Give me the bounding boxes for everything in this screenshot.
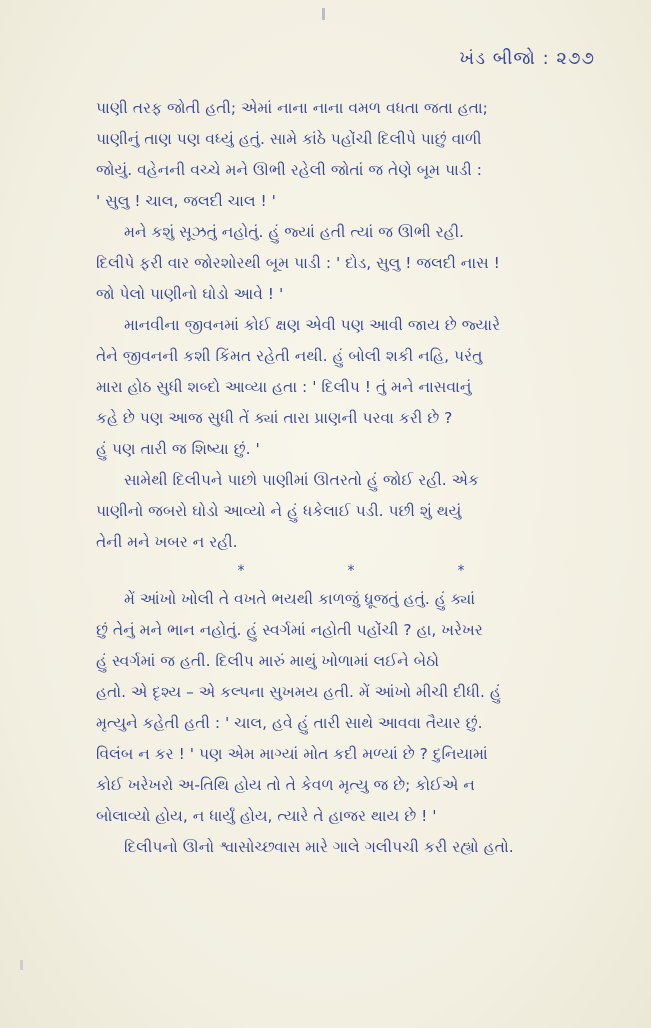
separator-star: * <box>457 563 465 579</box>
text-line: કહે છે પણ આજ સુધી તેં ક્યાં તારા પ્રાણની પરવા કરી છે ? <box>96 409 453 427</box>
text-line: મને કશું સૂઝતું નહોતું. હું જ્યાં હતી ત્યાં જ ઊભી રહી. <box>124 223 465 241</box>
text-line: સામેથી દિલીપને પાછો પાણીમાં ઊતરતો હું જોઈ રહી. એક <box>124 471 479 489</box>
text-line: પાણી તરફ જોતી હતી; એમાં નાના નાના વમળ વધતા જતા હતા; <box>96 99 488 117</box>
separator-star: * <box>347 563 355 579</box>
paragraph <box>96 584 601 832</box>
text-line: પાણીનું તાણ પણ વધ્યું હતું. સામે કાંઠે પહોંચી દિલીપે પાછું વાળી <box>96 130 482 148</box>
text-line: વિલંબ ન કર ! ' પણ એમ માગ્યાં મોત કદી મળ્યાં છે ? દુનિયામાં <box>96 745 488 763</box>
paragraph <box>96 93 601 217</box>
text-line: બોલાવ્યો હોય, ન ધાર્યું હોય, ત્યારે તે હાજર થાય છે ! ' <box>96 807 437 825</box>
text-line: માનવીના જીવનમાં કોઈ ક્ષણ એવી પણ આવી જાય છે જ્યારે <box>124 316 501 334</box>
separator-star: * <box>237 563 245 579</box>
text-line: મેં આંખો ખોલી તે વખતે ભયથી કાળજું ધ્રૂજતું હતું. હું ક્યાં <box>124 590 476 608</box>
section-separator <box>186 560 516 582</box>
text-line: કોઈ ખરેખરો અ-તિથિ હોય તો તે કેવળ મૃત્યુ જ છે; કોઈએ ન <box>96 776 475 794</box>
paragraph <box>96 465 601 558</box>
paragraph <box>96 217 601 310</box>
text-line: છું તેનું મને ભાન નહોતું. હું સ્વર્ગમાં નહોતી પહોંચી ? હા, ખરેખર <box>96 621 483 639</box>
text-line: ' સુલુ ! ચાલ, જલદી ચાલ ! ' <box>96 192 276 210</box>
text-line: હતો. એ દૃશ્ય – એ કલ્પના સુખમય હતી. મેં આંખો મીચી દીધી. હું <box>96 683 501 701</box>
text-line: દિલીપે ફરી વાર જોરશોરથી બૂમ પાડી : ' દોડ, સુલુ ! જલદી નાસ ! <box>96 254 500 272</box>
binding-mark <box>322 8 325 20</box>
page-speck <box>20 960 23 970</box>
text-line: જોયું. વહેનની વચ્ચે મને ઊભી રહેલી જોતાં જ તેણે બૂમ પાડી : <box>96 161 482 179</box>
text-line: તેની મને ખબર ન રહી. <box>96 533 238 551</box>
text-line: મારા હોઠ સુધી શબ્દો આવ્યા હતા : ' દિલીપ ! તું મને નાસવાનું <box>96 378 472 396</box>
paragraph-group-before <box>96 93 601 558</box>
paragraph <box>96 832 601 863</box>
paragraph <box>96 310 601 465</box>
text-line: હું સ્વર્ગમાં જ હતી. દિલીપ મારું માથું ખોળામાં લઈને બેઠો <box>96 652 439 670</box>
text-line: દિલીપનો ઊનો શ્વાસોચ્છ્વાસ મારે ગાલે ગલીપચી કરી રહ્યો હતો. <box>124 838 514 856</box>
text-line: પાણીનો જબરો ઘોડો આવ્યો ને હું ધકેલાઈ પડી. પછી શું થયું <box>96 502 462 520</box>
paragraph-group-after <box>96 584 601 863</box>
text-line: જો પેલો પાણીનો ઘોડો આવે ! ' <box>96 285 284 303</box>
text-line: તેને જીવનની કશી કિંમત રહેતી નથી. હું બોલી શકી નહિ, પરંતુ <box>96 347 483 365</box>
text-line: હું પણ તારી જ શિષ્યા છું. ' <box>96 440 260 458</box>
text-line: મૃત્યુને કહેતી હતી : ' ચાલ, હવે હું તારી સાથે આવવા તૈયાર છું. <box>96 714 483 732</box>
body-text <box>96 93 601 863</box>
running-header: ખંડ બીજો : ૨૭૭ <box>459 48 595 69</box>
